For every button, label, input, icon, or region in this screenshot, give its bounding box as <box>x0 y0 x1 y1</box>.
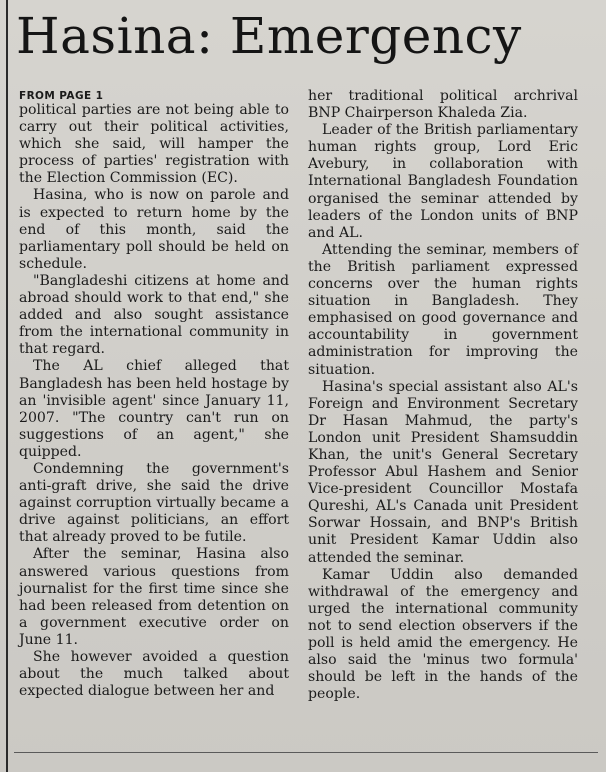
paragraph: The AL chief alleged that Bangladesh has been held hostage by an 'invisible agent' since January 11, 2007. "The country can't run on suggestions of an agent," she quipped. <box>19 358 289 460</box>
article-column-left <box>19 88 289 700</box>
paragraph: Hasina's special assistant also AL's Foreign and Environment Secretary Dr Hasan Mahmud, the party's London unit President Shamsuddin Khan, the unit's General Secretary Professor Abul Hashem and Senior Vice-president Councillor Mostafa Qureshi, AL's Canada unit President Sorwar Hossain, and BNP's British unit President Kamar Uddin also attended the seminar. <box>308 378 578 566</box>
paragraph: Condemning the government's anti-graft drive, she said the drive against corruption virtually became a drive against politicians, an effort that already proved to be futile. <box>19 460 289 546</box>
headline: Hasina: Emergency <box>16 7 522 65</box>
paragraph: Hasina, who is now on parole and is expected to return home by the end of this month, said the parliamentary poll should be held on schedule. <box>19 187 289 272</box>
paragraph: Leader of the British parliamentary human rights group, Lord Eric Avebury, in collaboration with International Bangladesh Foundation organised the seminar attended by leaders of the London units of BNP and AL. <box>308 122 578 241</box>
bottom-rule <box>14 752 598 753</box>
paragraph: Kamar Uddin also demanded withdrawal of the emergency and urged the international community not to send election observers if the poll is held amid the emergency. He also said the 'minus two formula' should be left in the hands of the people. <box>308 566 578 703</box>
article-column-right <box>308 88 578 703</box>
paragraph: She however avoided a question about the much talked about expected dialogue between her and <box>19 649 289 700</box>
paragraph: political parties are not being able to carry out their political activities, which she said, will hamper the process of parties' registration with the Election Commission (EC). <box>19 102 289 187</box>
continued-from-label: FROM PAGE 1 <box>19 90 104 102</box>
paragraph: After the seminar, Hasina also answered various questions from journalist for the first time since she had been released from detention on a government executive order on June 11. <box>19 546 289 648</box>
paragraph: her traditional political archrival BNP Chairperson Khaleda Zia. <box>308 88 578 122</box>
paragraph: Attending the seminar, members of the British parliament expressed concerns over the human rights situation in Bangladesh. They emphasised on good governance and accountability in government administration for improving the situation. <box>308 241 578 378</box>
paragraph: "Bangladeshi citizens at home and abroad should work to that end," she added and also sought assistance from the international community in that regard. <box>19 272 289 358</box>
column-rule-left <box>6 0 8 772</box>
